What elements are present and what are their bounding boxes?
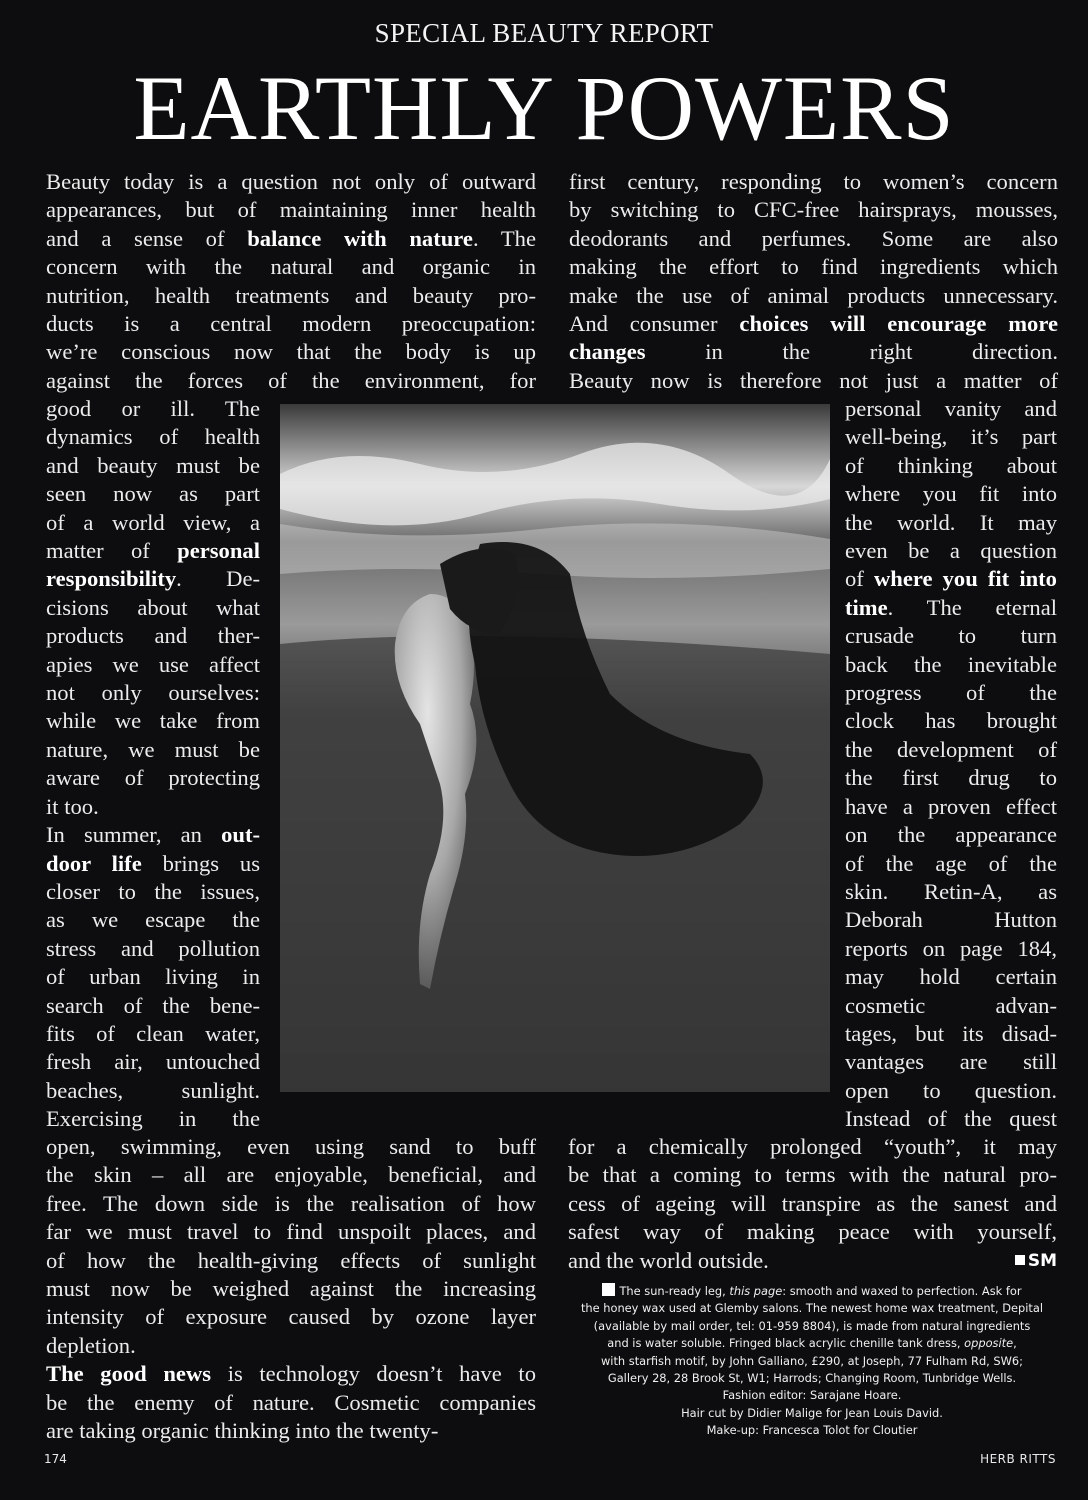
article-line: have a proven effect <box>845 793 1057 819</box>
article-line: the skin – all are enjoyable, beneficial, and <box>46 1162 536 1188</box>
article-line: beaches, sunlight. <box>46 1077 260 1103</box>
article-line: search of the bene- <box>46 992 260 1018</box>
article-line: time. The eternal <box>845 594 1057 620</box>
article-line: concern with the natural and organic in <box>46 254 536 280</box>
page-number: 174 <box>44 1452 67 1466</box>
caption-italic: this page <box>729 1284 783 1298</box>
article-line: vantages are still <box>845 1049 1057 1075</box>
section-kicker: SPECIAL BEAUTY REPORT <box>374 18 714 48</box>
article-right-top <box>569 168 1058 395</box>
article-line: products and ther- <box>46 623 260 649</box>
caption-line: , <box>1013 1336 1017 1351</box>
article-line: far we must travel to find unspoilt places, and <box>46 1219 536 1245</box>
article-line: intensity of exposure caused by ozone layer <box>46 1304 536 1330</box>
article-line: Exercising in the <box>46 1106 260 1132</box>
article-line: seen now as part <box>46 481 260 507</box>
article-line: by switching to CFC-free hairsprays, mousses, <box>569 197 1058 223</box>
article-line: aware of protecting <box>46 765 260 791</box>
article-line: for a chemically prolonged “youth”, it may <box>568 1134 1057 1159</box>
article-line: Instead of the quest <box>845 1106 1057 1132</box>
article-line: stress and pollution <box>46 935 260 961</box>
signature-square-icon <box>1015 1255 1025 1265</box>
article-line: well-being, it’s part <box>845 424 1057 450</box>
article-line: be that a coming to terms with the natural pro- <box>568 1162 1057 1188</box>
caption-line: Gallery 28, 28 Brook St, W1; Harrods; Changing Room, Tunbridge Wells. <box>607 1371 1017 1386</box>
article-line: skin. Retin-A, as <box>845 878 1057 904</box>
article-line: first century, responding to women’s concern <box>569 169 1058 194</box>
caption-makeup: Make-up: Francesca Tolot for Cloutier <box>706 1423 918 1438</box>
article-line: as we escape the <box>46 907 260 933</box>
article-line: In summer, an out- <box>46 822 260 848</box>
article-line: of how the health-giving effects of sunlight <box>46 1247 536 1273</box>
article-line: good or ill. The <box>46 396 260 421</box>
article-line: it too. <box>46 793 99 819</box>
article-line: depletion. <box>46 1332 136 1358</box>
article-line: are taking organic thinking into the twenty- <box>46 1418 439 1444</box>
author-signature: SM <box>1015 1247 1057 1275</box>
article-line: not only ourselves: <box>46 680 260 706</box>
article-line: of where you fit into <box>845 566 1057 592</box>
caption-line: with starfish motif, by John Galliano, £290, at Joseph, 77 Fulham Rd, SW6; <box>600 1353 1023 1368</box>
article-line: back the inevitable <box>845 651 1057 677</box>
article-line: cisions about what <box>46 594 260 620</box>
caption-fashion-editor: Fashion editor: Sarajane Hoare. <box>722 1388 902 1403</box>
article-line: tages, but its disad- <box>845 1020 1057 1046</box>
article-line: Deborah Hutton <box>845 907 1057 933</box>
article-line: door life brings us <box>46 850 260 876</box>
caption-line: : smooth and waxed to perfection. Ask for <box>782 1284 1022 1298</box>
caption-lead: The sun-ready leg, <box>619 1284 730 1298</box>
article-line: even be a question <box>845 538 1057 564</box>
article-line: cess of ageing will transpire as the sanest and <box>568 1190 1057 1216</box>
article-line: free. The down side is the realisation of how <box>46 1190 536 1216</box>
article-line: the first drug to <box>845 765 1057 791</box>
caption-bullet-icon <box>602 1283 615 1296</box>
article-line: Beauty today is a question not only of outward <box>46 169 536 194</box>
article-line: apies we use affect <box>46 651 260 677</box>
article-line: making the effort to find ingredients which <box>569 254 1058 280</box>
article-line: where you fit into <box>845 481 1057 507</box>
article-left-narrow <box>46 395 260 1134</box>
article-line: fresh air, untouched <box>46 1049 260 1075</box>
article-line: reports on page 184, <box>845 935 1057 961</box>
article-line: changes in the right direction. <box>569 339 1058 365</box>
article-line: appearances, but of maintaining inner health <box>46 197 536 223</box>
article-line: of a world view, a <box>46 509 260 535</box>
article-line: may hold certain <box>845 964 1057 990</box>
article-line: deodorants and perfumes. Some are also <box>569 225 1058 251</box>
article-line: personal vanity and <box>845 396 1057 421</box>
article-line: ducts is a central modern preoccupation: <box>46 311 536 337</box>
article-line: make the use of animal products unnecessary. <box>569 282 1058 308</box>
article-line: Beauty now is therefore not just a matter of <box>569 367 1058 393</box>
article-line: fits of clean water, <box>46 1020 260 1046</box>
article-line: progress of the <box>845 680 1057 706</box>
article-line: nature, we must be <box>46 736 260 762</box>
article-line: dynamics of health <box>46 424 260 450</box>
article-line: while we take from <box>46 708 260 734</box>
caption-hair: Hair cut by Didier Malige for Jean Louis David. <box>681 1405 943 1420</box>
article-line: of thinking about <box>845 452 1057 478</box>
article-line: of urban living in <box>46 964 260 990</box>
article-line: The good news is technology doesn’t have to <box>46 1361 536 1387</box>
beach-photo <box>280 404 830 1092</box>
article-right-bottom <box>568 1133 1057 1275</box>
article-line: against the forces of the environment, for <box>46 367 536 393</box>
article-line: closer to the issues, <box>46 878 260 904</box>
article-line: clock has brought <box>845 708 1057 734</box>
article-line: cosmetic advan- <box>845 992 1057 1018</box>
article-line: and beauty must be <box>46 452 260 478</box>
beach-figure-illustration <box>280 404 830 1092</box>
article-line: on the appearance <box>845 822 1057 848</box>
article-line: open to question. <box>845 1077 1057 1103</box>
article-line: and the world outside. SM <box>568 1247 1057 1275</box>
article-line: we’re conscious now that the body is up <box>46 339 536 365</box>
article-left-top <box>46 168 536 395</box>
article-line: safest way of making peace with yourself, <box>568 1219 1057 1245</box>
article-line: nutrition, health treatments and beauty pro- <box>46 282 536 308</box>
photo-credit: HERB RITTS <box>980 1452 1056 1466</box>
caption-line: the honey wax used at Glemby salons. The newest home wax treatment, Depital <box>580 1301 1044 1316</box>
article-line: be the enemy of nature. Cosmetic companies <box>46 1389 536 1415</box>
article-line: responsibility. De- <box>46 566 260 592</box>
article-line: of the age of the <box>845 850 1057 876</box>
photo-caption <box>568 1283 1056 1440</box>
article-line: crusade to turn <box>845 623 1057 649</box>
article-line: the development of <box>845 736 1057 762</box>
caption-line: (available by mail order, tel: 01-959 8804), is made from natural ingredients <box>593 1318 1031 1333</box>
article-line: open, swimming, even using sand to buff <box>46 1134 536 1159</box>
caption-line: and is water soluble. Fringed black acrylic chenille tank dress, <box>607 1336 965 1351</box>
article-line: matter of personal <box>46 538 260 564</box>
article-left-bottom <box>46 1133 536 1445</box>
article-line: the world. It may <box>845 509 1057 535</box>
caption-italic: opposite <box>964 1336 1014 1351</box>
page-title: EARTHLY POWERS <box>133 57 955 159</box>
article-line: And consumer choices will encourage more <box>569 311 1058 337</box>
article-right-narrow <box>845 395 1057 1134</box>
article-line: must now be weighed against the increasing <box>46 1276 536 1302</box>
article-line: and a sense of balance with nature. The <box>46 225 536 251</box>
